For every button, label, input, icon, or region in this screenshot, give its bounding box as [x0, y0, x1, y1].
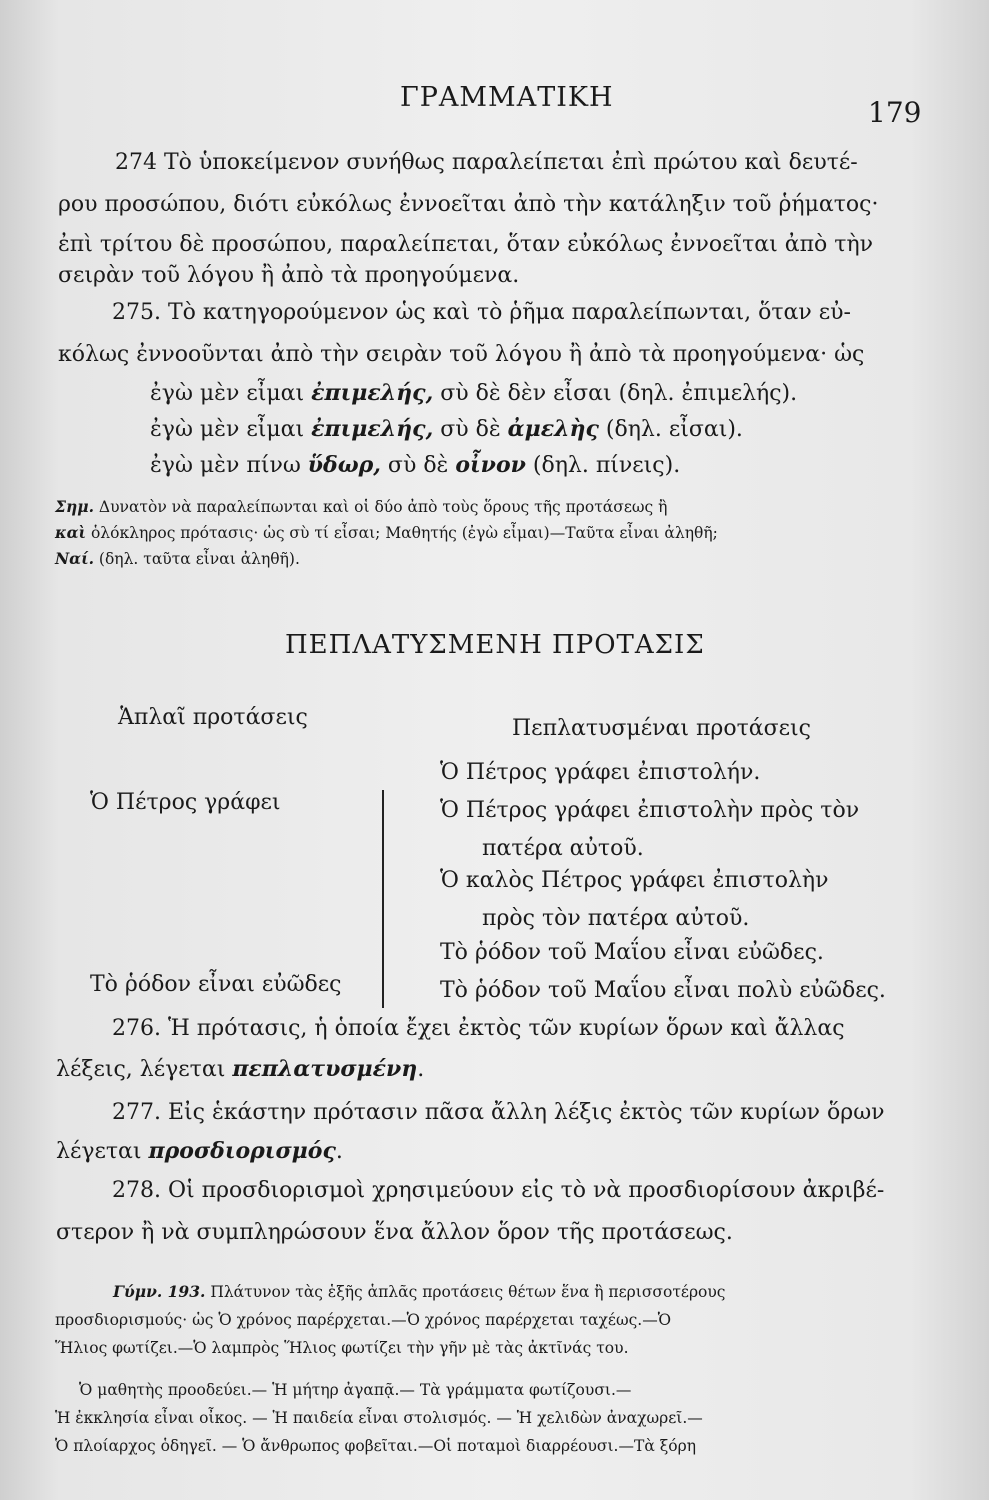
p274-line-2: ρου προσώπου, διότι εὐκόλως ἐννοεῖται ἀπὸ τὴν κατάληξιν τοῦ ῥήματος· [58, 192, 879, 217]
section-title: ΠΕΠΛΑΤΥΣΜΕΝΗ ΠΡΟΤΑΣΙΣ [285, 630, 705, 660]
p277-line-2 [56, 1138, 343, 1164]
example-1-mid: σὺ δὲ δὲν εἶσαι (δηλ. ἐπιμελής). [433, 381, 798, 406]
page-number: 179 [868, 96, 922, 129]
example-3-bold: ὕδωρ, [307, 452, 381, 478]
column-divider [382, 790, 384, 1008]
example-line-1 [150, 380, 797, 406]
example-2-mid: σὺ δὲ [433, 417, 508, 442]
p274-line-3: ἐπὶ τρίτου δὲ προσώπου, παραλείπεται, ὅταν εὐκόλως ἐννοεῖται ἀπὸ τὴν [58, 232, 874, 257]
expanded-line-6: Τὸ ῥόδον τοῦ Μαΐου εἶναι εὐῶδες. [440, 940, 824, 965]
p275-line-2: κόλως ἐννοοῦνται ἀπὸ τὴν σειρὰν τοῦ λόγου ἢ ἀπὸ τὰ προηγούμενα· ὡς [58, 342, 865, 367]
p277-line-1: 277. Εἰς ἑκάστην πρότασιν πᾶσα ἄλλη λέξις ἐκτὸς τῶν κυρίων ὅρων [112, 1100, 885, 1125]
example-3-post: (δηλ. πίνεις). [525, 453, 681, 478]
note-line-1 [55, 494, 935, 520]
note-line-3 [55, 546, 935, 572]
example-line-2 [150, 416, 743, 442]
expanded-line-7: Τὸ ῥόδον τοῦ Μαΐου εἶναι πολὺ εὐῶδες. [440, 978, 886, 1003]
p276-end: . [417, 1057, 425, 1082]
note-text-3: (δηλ. ταῦτα εἶναι ἀληθῆ). [94, 550, 300, 568]
example-2-pre: ἐγὼ μὲν εἶμαι [150, 417, 312, 442]
p274-line-4: σειρὰν τοῦ λόγου ἢ ἀπὸ τὰ προηγούμενα. [58, 263, 520, 288]
exercise-line-4: Ὁ μαθητὴς προοδεύει.— Ἡ μήτηρ ἀγαπᾷ.— Τὰ γράμματα φωτίζουσι.— [79, 1381, 632, 1399]
note-text-2: ὁλόκληρος πρότασις· ὡς σὺ τί εἶσαι; Μαθητής (ἐγὼ εἶμαι)—Ταῦτα εἶναι ἀληθῆ; [86, 524, 718, 542]
example-3-bold2: οἶνον [455, 452, 526, 478]
p275-line-1: 275. Τὸ κατηγορούμενον ὡς καὶ τὸ ῥῆμα παραλείπωνται, ὅταν εὐ- [112, 300, 851, 325]
note-label-3: Ναί. [55, 549, 94, 568]
p274-line-1: 274 Τὸ ὑποκείμενον συνήθως παραλείπεται ἐπὶ πρώτου καὶ δευτέ- [115, 150, 858, 175]
term-peplatysmeni: πεπλατυσμένη [232, 1056, 418, 1082]
example-line-3 [150, 452, 680, 478]
example-2-post: (δηλ. εἶσαι). [598, 417, 743, 442]
example-3-pre: ἐγὼ μὲν πίνω [150, 453, 308, 478]
column-header-expanded: Πεπλατυσμέναι προτάσεις [512, 716, 811, 741]
exercise-label: Γύμν. 193. [113, 1282, 206, 1301]
simple-sentence-1: Ὁ Πέτρος γράφει [90, 790, 281, 815]
p278-line-1: 278. Οἱ προσδιορισμοὶ χρησιμεύουν εἰς τὸ νὰ προσδιορίσουν ἀκριβέ- [112, 1178, 885, 1203]
example-2-bold2: ἀμελὴς [507, 416, 599, 442]
expanded-line-2: Ὁ Πέτρος γράφει ἐπιστολὴν πρὸς τὸν [440, 798, 860, 823]
note-line-2 [55, 520, 935, 546]
note-label: Σημ. [55, 497, 94, 516]
exercise-line-5: Ἡ ἐκκλησία εἶναι οἶκος. — Ἡ παιδεία εἶναι στολισμός. — Ἡ χελιδὼν ἀναχωρεῖ.— [55, 1409, 703, 1427]
example-3-mid: σὺ δὲ [380, 453, 456, 478]
p276-line-1: 276. Ἡ πρότασις, ἡ ὁποία ἔχει ἐκτὸς τῶν κυρίων ὅρων καὶ ἄλλας [112, 1016, 845, 1041]
exercise-line-3: Ἥλιος φωτίζει.—Ὁ λαμπρὸς Ἥλιος φωτίζει τὴν γῆν μὲ τὰς ἀκτῖνάς του. [55, 1339, 629, 1357]
p278-line-2: στερον ἢ νὰ συμπληρώσουν ἕνα ἄλλον ὅρον τῆς προτάσεως. [56, 1220, 733, 1245]
term-prosdiorismos: προσδιορισμός [148, 1138, 336, 1164]
example-1-bold: ἐπιμελής, [311, 380, 434, 406]
p277-text: λέγεται [56, 1139, 149, 1164]
p277-end: . [335, 1139, 343, 1164]
column-header-simple: Ἁπλαῖ προτάσεις [118, 705, 308, 730]
expanded-line-1: Ὁ Πέτρος γράφει ἐπιστολήν. [440, 760, 761, 785]
expanded-line-4: Ὁ καλὸς Πέτρος γράφει ἐπιστολὴν [440, 868, 829, 893]
expanded-line-3: πατέρα αὐτοῦ. [482, 836, 644, 861]
expanded-line-5: πρὸς τὸν πατέρα αὐτοῦ. [482, 906, 750, 931]
note-text-1: Δυνατὸν νὰ παραλείπωνται καὶ οἱ δύο ἀπὸ τοὺς ὅρους τῆς προτάσεως ἢ [93, 498, 668, 516]
example-1-pre: ἐγὼ μὲν εἶμαι [150, 381, 312, 406]
note-block [55, 494, 935, 572]
running-header: ΓΡΑΜΜΑΤΙΚΗ [400, 82, 614, 113]
p276-text: λέξεις, λέγεται [56, 1057, 233, 1082]
note-label-2: καὶ [55, 523, 87, 542]
exercise-line-6: Ὁ πλοίαρχος ὁδηγεῖ. — Ὁ ἄνθρωπος φοβεῖται.—Οἱ ποταμοὶ διαρρέουσι.—Τὰ ξόρη [55, 1437, 696, 1455]
simple-sentence-2: Τὸ ῥόδον εἶναι εὐῶδες [90, 972, 342, 997]
exercise-block [55, 1278, 935, 1460]
p276-line-2 [56, 1056, 424, 1082]
example-2-bold: ἐπιμελής, [311, 416, 434, 442]
exercise-text-1: Πλάτυνον τὰς ἑξῆς ἁπλᾶς προτάσεις θέτων ἕνα ἢ περισσοτέρους [205, 1283, 726, 1301]
exercise-line-1 [55, 1278, 935, 1306]
exercise-line-2: προσδιορισμούς· ὡς Ὁ χρόνος παρέρχεται.—Ὁ χρόνος παρέρχεται ταχέως.—Ὁ [55, 1311, 672, 1329]
